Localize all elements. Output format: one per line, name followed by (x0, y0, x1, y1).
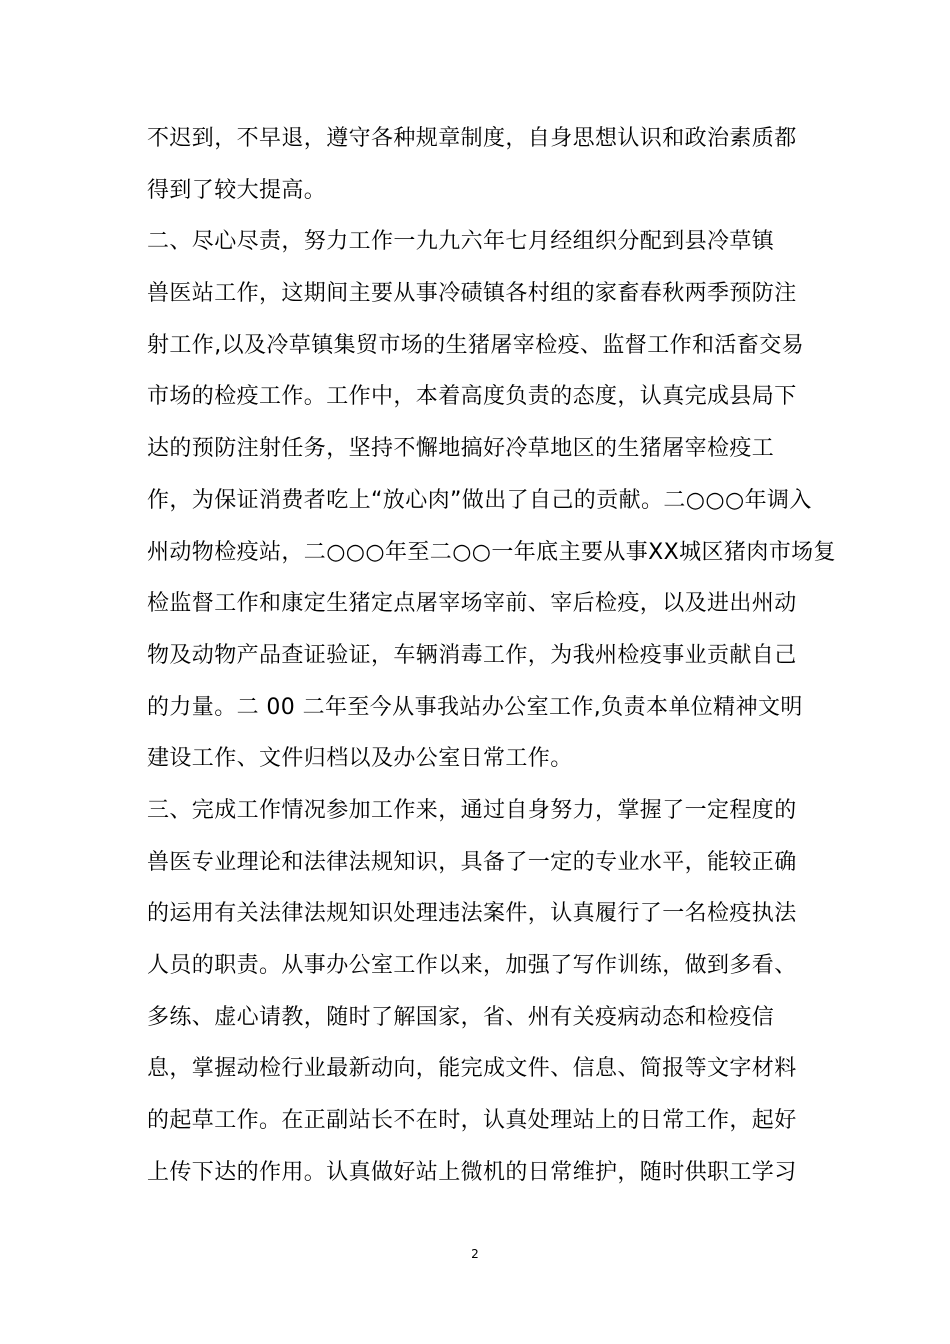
text-line: 人员的职责。从事办公室工作以来，加强了写作训练，做到多看、 (147, 953, 797, 978)
text-line: 兽医站工作，这期间主要从事冷碛镇各村组的家畜春秋两季预防注 (147, 281, 797, 307)
text-line: 射工作,以及冷草镇集贸市场的生猪屠宰检疫、监督工作和活畜交易 (147, 332, 804, 358)
page-number: 2 (471, 1247, 479, 1261)
text-line: 息，掌握动检行业最新动向，能完成文件、信息、简报等文字材料 (147, 1056, 797, 1082)
text-line: 达的预防注射任务，坚持不懈地搞好冷草地区的生猪屠宰检疫工 (147, 436, 775, 462)
text-line: 三、完成工作情况参加工作来，通过自身努力，掌握了一定程度的 (147, 797, 797, 823)
text-line: 上传下达的作用。认真做好站上微机的日常维护，随时供职工学习 (147, 1159, 797, 1185)
text-line: 的运用有关法律法规知识处理违法案件，认真履行了一名检疫执法 (147, 901, 797, 927)
text-line: 的起草工作。在正副站长不在时，认真处理站上的日常工作，起好 (147, 1108, 797, 1134)
text-line: 二、尽心尽责，努力工作一九九六年七月经组织分配到县冷草镇 (147, 229, 775, 255)
body-text (147, 113, 836, 1198)
text-line: 不迟到，不早退，遵守各种规章制度，自身思想认识和政治素质都 (147, 126, 797, 151)
text-line: 州动物检疫站，二○○○年至二○○一年底主要从事XX城区猪肉市场复 (147, 539, 836, 565)
text-line: 检监督工作和康定生猪定点屠宰场宰前、宰后检疫，以及进出州动 (147, 591, 797, 617)
text-line: 物及动物产品查证验证，车辆消毒工作，为我州检疫事业贡献自己 (147, 642, 797, 668)
text-line: 得到了较大提高。 (147, 177, 327, 203)
text-line: 市场的检疫工作。工作中，本着高度负责的态度，认真完成县局下 (147, 384, 797, 410)
text-line: 建设工作、文件归档以及办公室日常工作。 (147, 746, 573, 772)
text-line: 兽医专业理论和法律法规知识，具备了一定的专业水平，能较正确 (147, 849, 797, 875)
text-line: 作，为保证消费者吃上“放心肉”做出了自己的贡献。二○○○年调入 (147, 487, 812, 513)
text-line: 的力量。二 00 二年至今从事我站办公室工作,负责本单位精神文明 (147, 694, 803, 720)
text-line: 多练、虚心请教，随时了解国家，省、州有关疫病动态和检疫信 (147, 1004, 775, 1030)
